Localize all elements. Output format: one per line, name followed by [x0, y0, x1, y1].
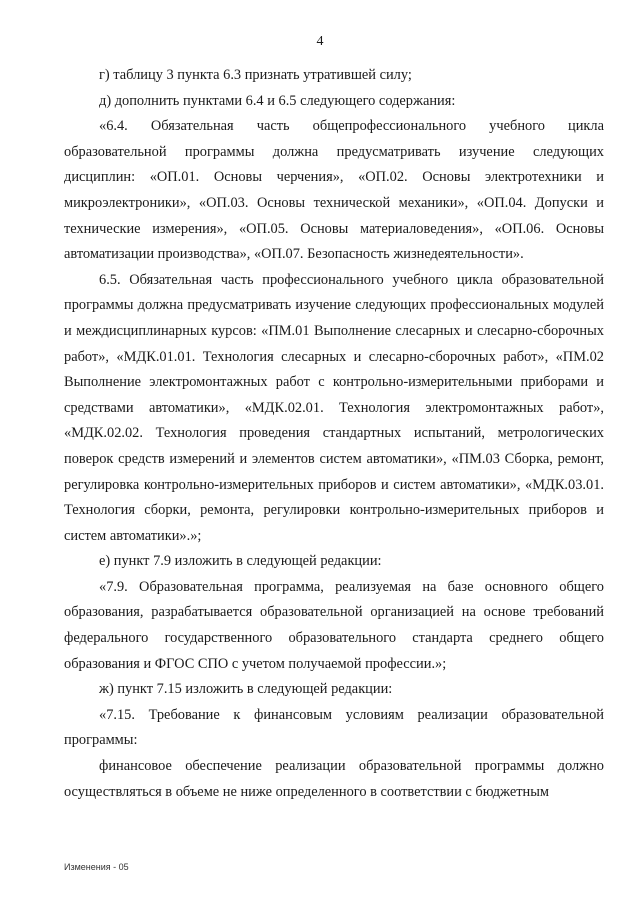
paragraph-item-zh: ж) пункт 7.15 изложить в следующей редакции: [99, 681, 393, 698]
page-number: 4 [316, 34, 324, 49]
paragraph-item-d: д) дополнить пунктами 6.4 и 6.5 следующего содержания: [99, 92, 456, 109]
paragraph-7-15: «7.15. Требование к финансовым условиям реализации образовательной программы: [64, 706, 604, 749]
paragraph-7-9: «7.9. Образовательная программа, реализуемая на базе основного общего образования, разрабатывается образовательной организацией на основе требований федерального государственного образовательного стандарта среднего общего образования и ФГОС СПО с учетом получаемой профессии.»; [64, 578, 604, 672]
paragraph-item-e: е) пункт 7.9 изложить в следующей редакции: [99, 553, 382, 570]
paragraph-financing: финансовое обеспечение реализации образовательной программы должно осуществляться в объеме не ниже определенного в соответствии с бюджетным [64, 758, 604, 800]
paragraph-6-5: 6.5. Обязательная часть профессионального учебного цикла образовательной программы должна предусматривать изучение следующих профессиональных модулей и междисциплинарных курсов: «ПМ.01 Выполнение слесарных и слесарно-сборочных работ», «МДК.01.01. Технология слесарных и слесарно-сборочных работ», «ПМ.02 Выполнение электромонтажных работ с контрольно-измерительными приборами и средствами автоматики», «МДК.02.01. Технология электромонтажных работ», «МДК.02.02. Технология проведения стандартных испытаний, метрологических поверок средств измерений и элементов систем автоматики», «ПМ.03 Сборка, ремонт, регулировка контрольно-измерительных приборов и систем автоматики», «МДК.03.01. Технология сборки, ремонта, регулировки контрольно-измерительных приборов и систем автоматики».»; [64, 271, 604, 544]
footer-note: Изменения - 05 [64, 862, 129, 872]
document-body [64, 63, 604, 805]
paragraph-6-4: «6.4. Обязательная часть общепрофессионального учебного цикла образовательной программы должна предусматривать изучение следующих дисциплин: «ОП.01. Основы черчения», «ОП.02. Основы электротехники и микроэлектроники», «ОП.03. Основы технической механики», «ОП.04. Допуски и технические измерения», «ОП.05. Основы материаловедения», «ОП.06. Основы автоматизации производства», «ОП.07. Безопасность жизнедеятельности». [64, 118, 604, 263]
paragraph-item-g: г) таблицу 3 пункта 6.3 признать утратившей силу; [99, 67, 412, 83]
